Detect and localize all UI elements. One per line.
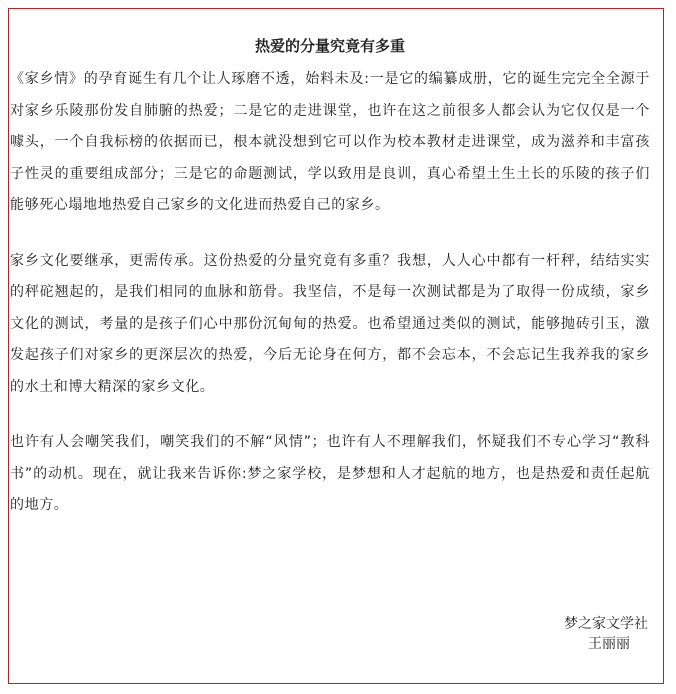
paragraph-2: 家乡文化要继承，更需传承。这份热爱的分量究竟有多重？我想，人人心中都有一杆秤，结结实实的秤砣翘起的，是我们相同的血脉和筋骨。我坚信，不是每一次测试都是为了取得一份成绩，家乡文化的测试，考量的是孩子们心中那份沉甸甸的热爱。也希望通过类似的测试，能够抛砖引玉，激发起孩子们对家乡的更深层次的热爱，今后无论身在何方，都不会忘本，不会忘记生我养我的家乡的水土和博大精深的家乡文化。 (10, 252, 650, 395)
paragraph-1: 《家乡情》的孕育诞生有几个让人琢磨不透，始料未及:一是它的编纂成册，它的诞生完完全全源于对家乡乐陵那份发自肺腑的热爱；二是它的走进课堂，也许在这之前很多人都会认为它仅仅是一个噱头，一个自我标榜的依据而已，根本就没想到它可以作为校本教材走进课堂，成为滋养和丰富孩子性灵的重要组成部分；三是它的命题测试，学以致用是良训，真心希望土生土长的乐陵的孩子们能够死心塌地地热爱自己家乡的文化进而热爱自己的家乡。 (10, 71, 650, 213)
signature-author: 王丽丽 (588, 636, 630, 652)
article-title: 热爱的分量究竟有多重 (254, 37, 405, 55)
paragraph-3: 也许有人会嘲笑我们，嘲笑我们的不解“风情”；也许有人不理解我们，怀疑我们不专心学习“教科书”的动机。现在，就让我来告诉你:梦之家学校，是梦想和人才起航的地方，也是热爱和责任起航的地方。 (10, 434, 650, 513)
signature-block (564, 614, 648, 654)
article-body (10, 36, 650, 546)
signature-org: 梦之家文学社 (564, 616, 648, 632)
